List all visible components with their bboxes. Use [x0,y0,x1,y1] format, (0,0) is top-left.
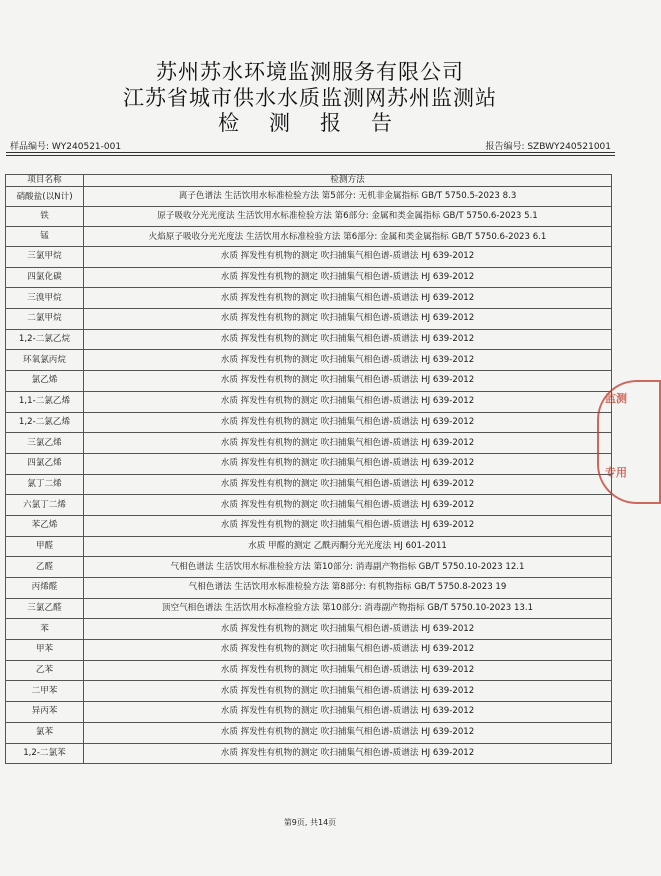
report-number: 报告编号: SZBWY240521001 [485,142,611,152]
table-row [6,309,612,330]
row-item-name: 硝酸盐(以N计) [6,187,84,207]
company-name: 苏州苏水环境监测服务有限公司 [156,60,464,84]
row-item-name: 二氯甲烷 [6,309,84,330]
row-method: 水质 挥发性有机物的测定 吹扫捕集气相色谱-质谱法 HJ 639-2012 [84,412,612,433]
row-method: 水质 挥发性有机物的测定 吹扫捕集气相色谱-质谱法 HJ 639-2012 [84,495,612,516]
table-row [6,267,612,288]
table-row [6,660,612,681]
row-item-name: 1,2-二氯乙烷 [6,329,84,350]
stamp-text-bottom: 专用 [605,466,627,479]
row-method: 水质 挥发性有机物的测定 吹扫捕集气相色谱-质谱法 HJ 639-2012 [84,619,612,640]
row-method: 水质 挥发性有机物的测定 吹扫捕集气相色谱-质谱法 HJ 639-2012 [84,640,612,661]
table-row [6,495,612,516]
row-method: 水质 挥发性有机物的测定 吹扫捕集气相色谱-质谱法 HJ 639-2012 [84,247,612,268]
row-method: 原子吸收分光光度法 生活饮用水标准检验方法 第6部分: 金属和类金属指标 GB/T 5750.6-2023 5.1 [84,207,612,227]
header-divider-secondary [6,155,615,156]
table-row [6,288,612,309]
table-row [6,350,612,371]
row-item-name: 异丙苯 [6,702,84,723]
table-row [6,247,612,268]
row-item-name: 乙苯 [6,660,84,681]
row-method: 水质 挥发性有机物的测定 吹扫捕集气相色谱-质谱法 HJ 639-2012 [84,702,612,723]
table-row [6,453,612,474]
table-row [6,207,612,227]
table-row [6,474,612,495]
row-method: 水质 挥发性有机物的测定 吹扫捕集气相色谱-质谱法 HJ 639-2012 [84,288,612,309]
row-method: 水质 挥发性有机物的测定 吹扫捕集气相色谱-质谱法 HJ 639-2012 [84,743,612,764]
row-item-name: 乙醛 [6,557,84,578]
table-row [6,391,612,412]
methods-table [5,174,612,764]
table-row [6,681,612,702]
row-method: 水质 挥发性有机物的测定 吹扫捕集气相色谱-质谱法 HJ 639-2012 [84,371,612,392]
table-row [6,702,612,723]
row-method: 水质 挥发性有机物的测定 吹扫捕集气相色谱-质谱法 HJ 639-2012 [84,329,612,350]
table-row [6,515,612,536]
row-method: 水质 甲醛的测定 乙酰丙酮分光光度法 HJ 601-2011 [84,536,612,557]
table-row [6,640,612,661]
row-item-name: 二甲苯 [6,681,84,702]
table-header-row [6,175,612,187]
row-method: 水质 挥发性有机物的测定 吹扫捕集气相色谱-质谱法 HJ 639-2012 [84,309,612,330]
header-divider [6,152,615,153]
row-item-name: 丙烯醛 [6,578,84,599]
row-item-name: 甲醛 [6,536,84,557]
stamp-text-top: 监测 [605,392,627,405]
row-method: 顶空气相色谱法 生活饮用水标准检验方法 第10部分: 消毒副产物指标 GB/T 5750.10-2023 13.1 [84,598,612,619]
row-item-name: 氯丁二烯 [6,474,84,495]
table-row [6,329,612,350]
row-method: 水质 挥发性有机物的测定 吹扫捕集气相色谱-质谱法 HJ 639-2012 [84,474,612,495]
row-item-name: 苯 [6,619,84,640]
table-row [6,743,612,764]
row-item-name: 苯乙烯 [6,515,84,536]
table-row [6,722,612,743]
row-item-name: 铁 [6,207,84,227]
table-row [6,619,612,640]
row-item-name: 甲苯 [6,640,84,661]
table-row [6,536,612,557]
row-item-name: 四氯化碳 [6,267,84,288]
row-item-name: 环氧氯丙烷 [6,350,84,371]
table-row [6,371,612,392]
table-row [6,412,612,433]
methods-table-body [6,187,612,764]
row-item-name: 1,2-二氯乙烯 [6,412,84,433]
row-method: 水质 挥发性有机物的测定 吹扫捕集气相色谱-质谱法 HJ 639-2012 [84,681,612,702]
row-item-name: 氯苯 [6,722,84,743]
column-header-item: 项目名称 [6,175,84,187]
table-row [6,433,612,454]
report-title: 检测报告 [218,111,422,135]
row-item-name: 1,1-二氯乙烯 [6,391,84,412]
row-method: 水质 挥发性有机物的测定 吹扫捕集气相色谱-质谱法 HJ 639-2012 [84,515,612,536]
seal-stamp [597,380,661,504]
table-row [6,187,612,207]
row-item-name: 四氯乙烯 [6,453,84,474]
row-method: 气相色谱法 生活饮用水标准检验方法 第8部分: 有机物指标 GB/T 5750.8-2023 19 [84,578,612,599]
row-item-name: 三溴甲烷 [6,288,84,309]
station-name: 江苏省城市供水水质监测网苏州监测站 [123,86,497,110]
row-method: 气相色谱法 生活饮用水标准检验方法 第10部分: 消毒副产物指标 GB/T 5750.10-2023 12.1 [84,557,612,578]
row-item-name: 锰 [6,227,84,247]
table-row [6,578,612,599]
row-method: 水质 挥发性有机物的测定 吹扫捕集气相色谱-质谱法 HJ 639-2012 [84,391,612,412]
row-method: 离子色谱法 生活饮用水标准检验方法 第5部分: 无机非金属指标 GB/T 5750.5-2023 8.3 [84,187,612,207]
row-method: 水质 挥发性有机物的测定 吹扫捕集气相色谱-质谱法 HJ 639-2012 [84,453,612,474]
page-number: 第9页, 共14页 [283,818,337,827]
row-item-name: 1,2-二氯苯 [6,743,84,764]
row-item-name: 三氯乙烯 [6,433,84,454]
row-method: 水质 挥发性有机物的测定 吹扫捕集气相色谱-质谱法 HJ 639-2012 [84,433,612,454]
row-method: 水质 挥发性有机物的测定 吹扫捕集气相色谱-质谱法 HJ 639-2012 [84,267,612,288]
sample-number: 样品编号: WY240521-001 [10,142,122,152]
column-header-method: 检测方法 [84,175,612,187]
table-row [6,557,612,578]
table-row [6,598,612,619]
row-method: 水质 挥发性有机物的测定 吹扫捕集气相色谱-质谱法 HJ 639-2012 [84,722,612,743]
row-method: 水质 挥发性有机物的测定 吹扫捕集气相色谱-质谱法 HJ 639-2012 [84,350,612,371]
row-item-name: 六氯丁二烯 [6,495,84,516]
row-item-name: 三氯甲烷 [6,247,84,268]
row-method: 水质 挥发性有机物的测定 吹扫捕集气相色谱-质谱法 HJ 639-2012 [84,660,612,681]
row-method: 火焰原子吸收分光光度法 生活饮用水标准检验方法 第6部分: 金属和类金属指标 GB/T 5750.6-2023 6.1 [84,227,612,247]
row-item-name: 氯乙烯 [6,371,84,392]
table-row [6,227,612,247]
row-item-name: 三氯乙醛 [6,598,84,619]
